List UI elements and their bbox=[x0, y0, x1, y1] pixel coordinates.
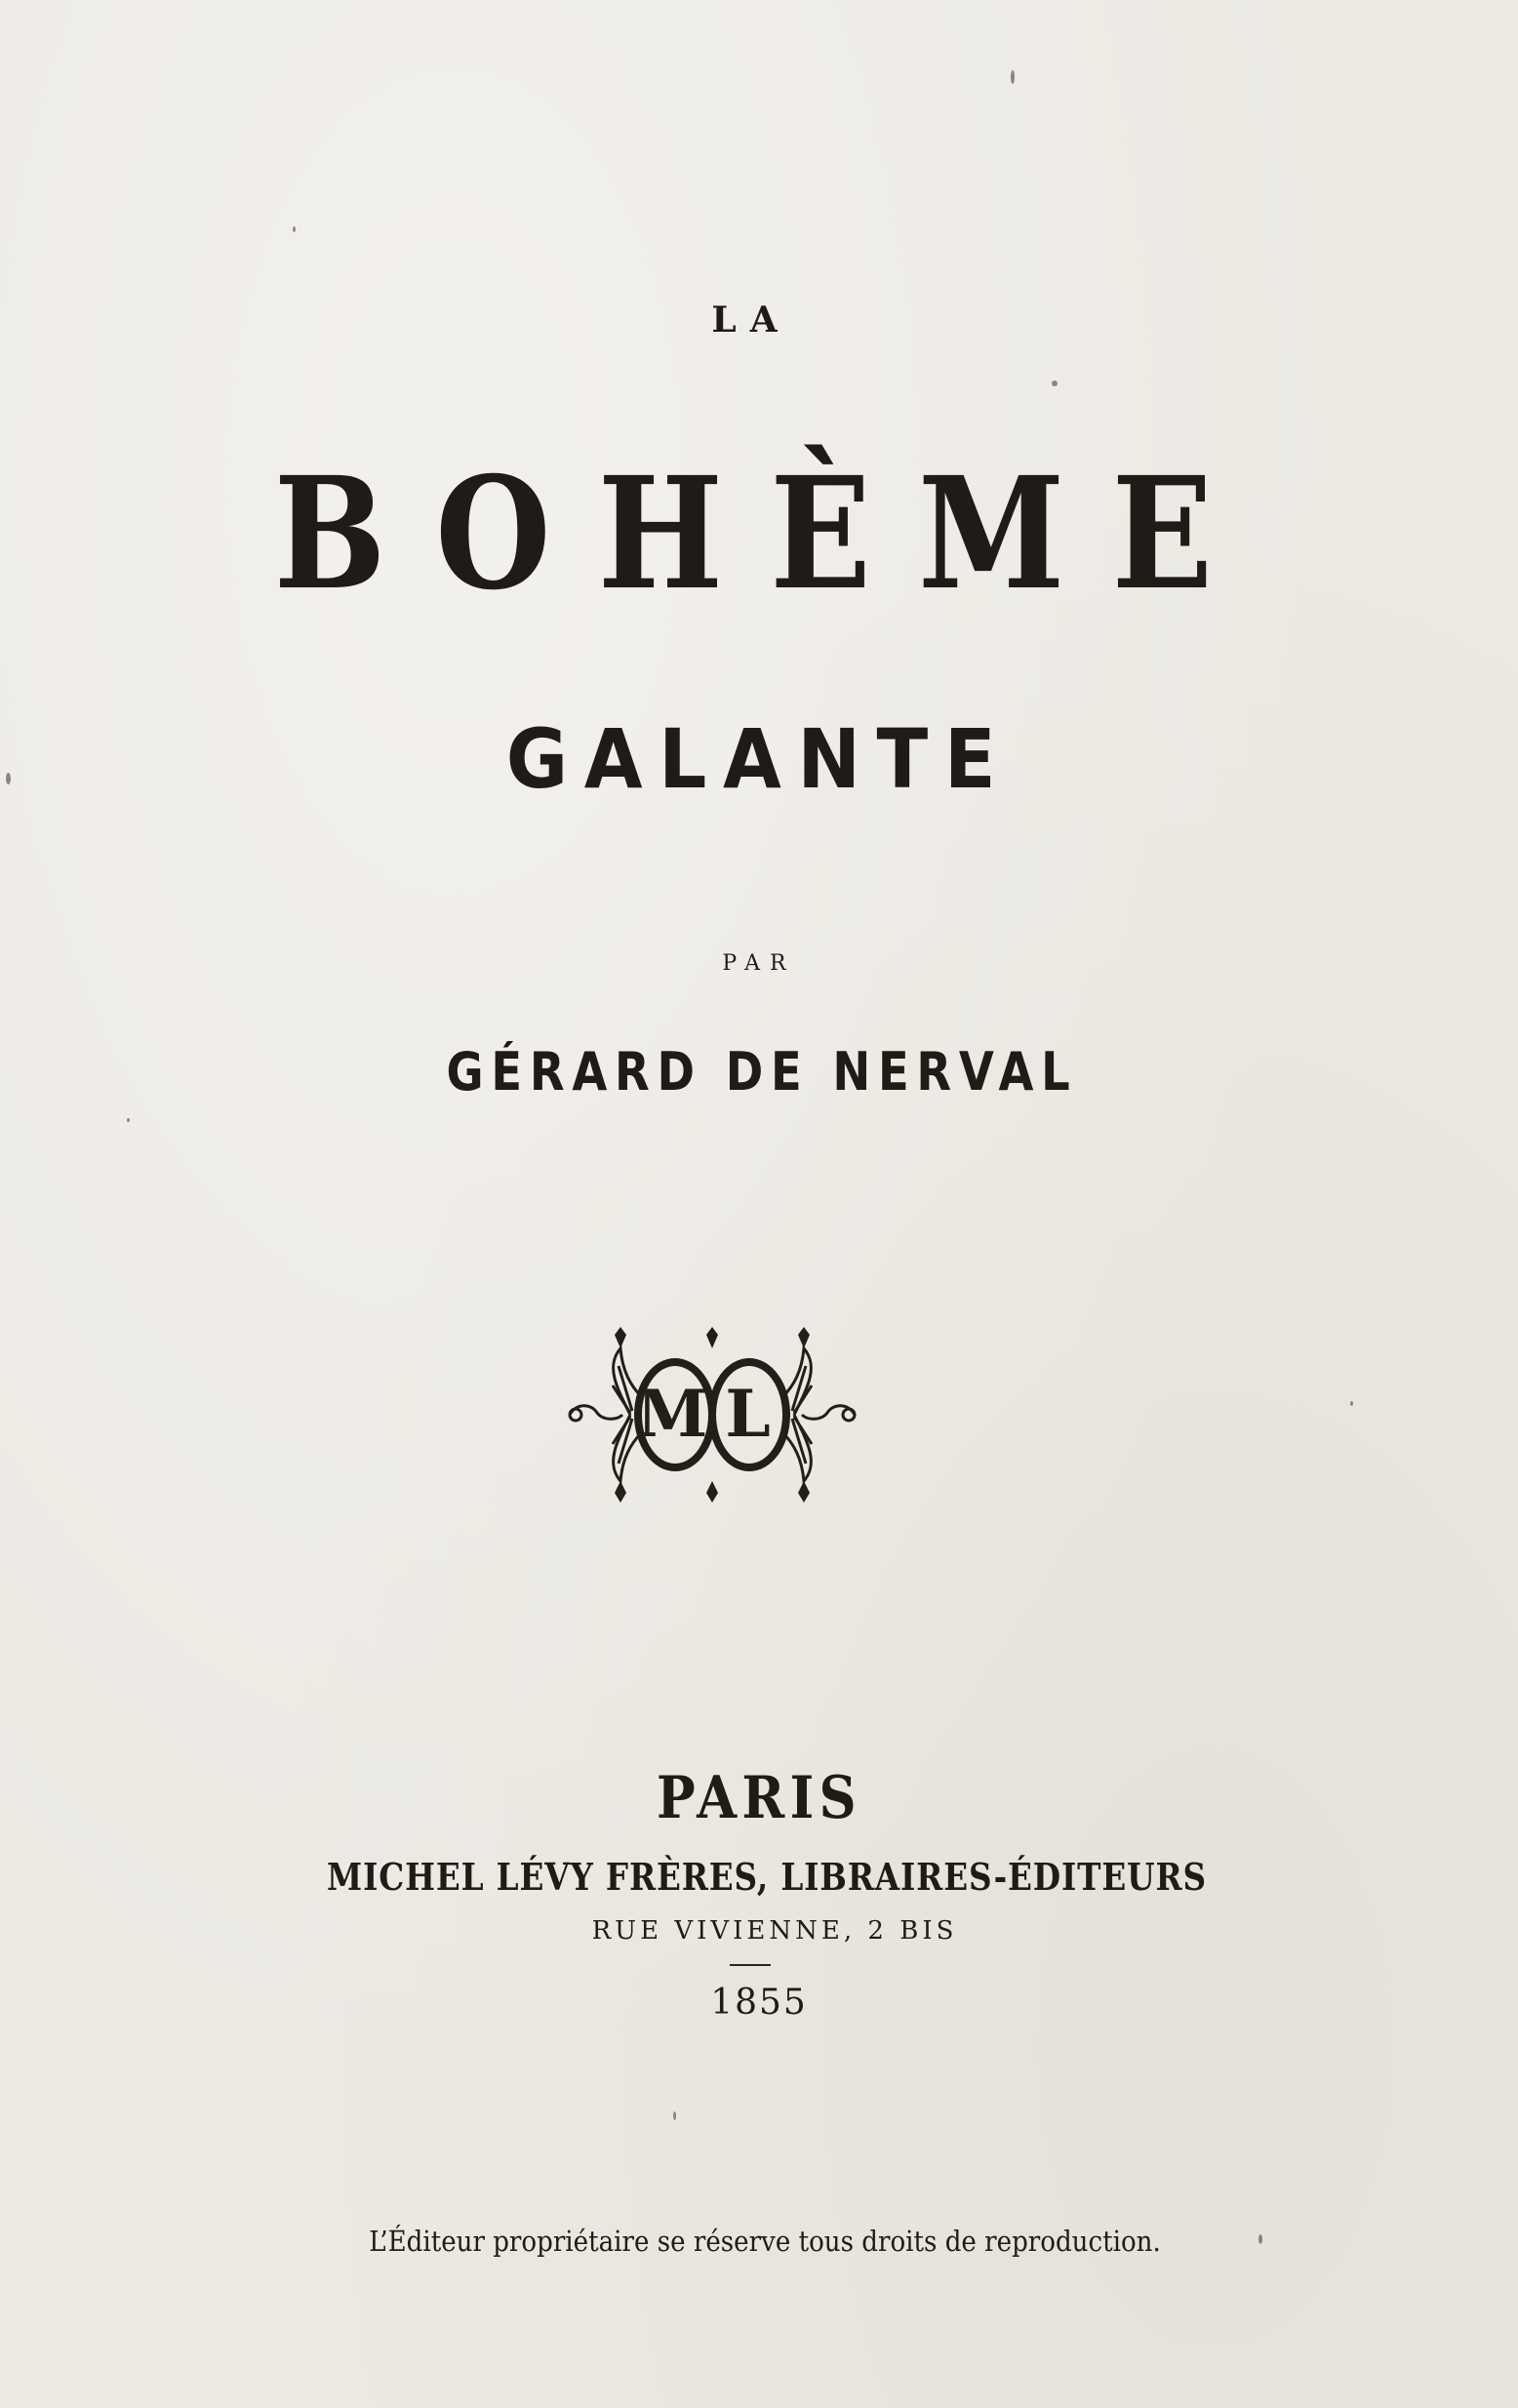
publication-year: 1855 bbox=[710, 1983, 808, 2023]
paper-speck bbox=[293, 226, 296, 232]
author-name: GÉRARD DE NERVAL bbox=[446, 1041, 1078, 1103]
paper-speck bbox=[673, 2111, 676, 2120]
paper-speck bbox=[1258, 2234, 1262, 2244]
publisher-address: RUE VIVIENNE, 2 BIS bbox=[591, 1916, 958, 1946]
paper-speck bbox=[1350, 1401, 1353, 1406]
paper-speck bbox=[127, 1118, 130, 1122]
monogram-letters: ML bbox=[636, 1376, 788, 1452]
publication-city: PARIS bbox=[657, 1764, 861, 1832]
paper-speck bbox=[1052, 381, 1058, 386]
book-title: BOHÈME bbox=[273, 444, 1260, 624]
publisher-name: MICHEL LÉVY FRÈRES, LIBRAIRES-ÉDITEURS bbox=[327, 1855, 1207, 1899]
publisher-monogram-icon bbox=[562, 1327, 862, 1503]
by-line: PAR bbox=[722, 951, 796, 976]
rights-notice: L’Éditeur propriétaire se réserve tous droits de reproduction. bbox=[369, 2225, 1161, 2258]
title-article: LA bbox=[711, 300, 791, 341]
book-subtitle: GALANTE bbox=[505, 711, 1013, 807]
paper-speck bbox=[1011, 70, 1015, 84]
paper-speck bbox=[6, 773, 11, 784]
divider-rule bbox=[730, 1964, 771, 1966]
